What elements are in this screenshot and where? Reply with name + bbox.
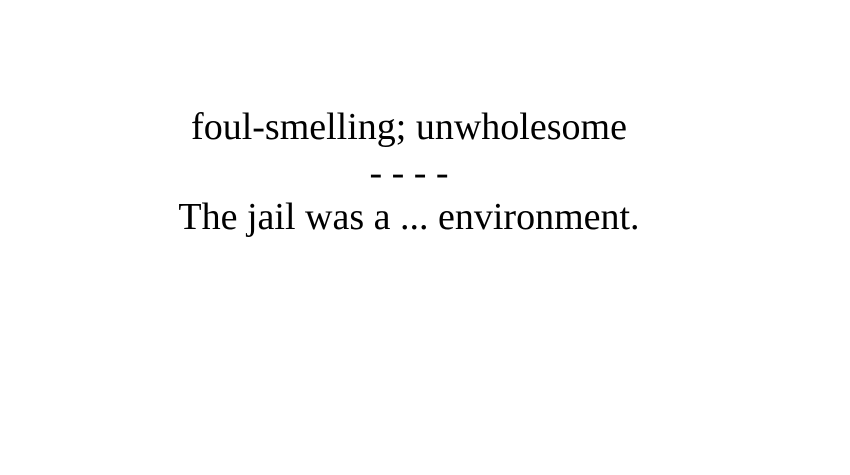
definition-text: foul-smelling; unwholesome	[191, 106, 627, 148]
example-sentence: The jail was a ... environment.	[178, 196, 640, 238]
separator-line: - - - -	[369, 152, 449, 194]
